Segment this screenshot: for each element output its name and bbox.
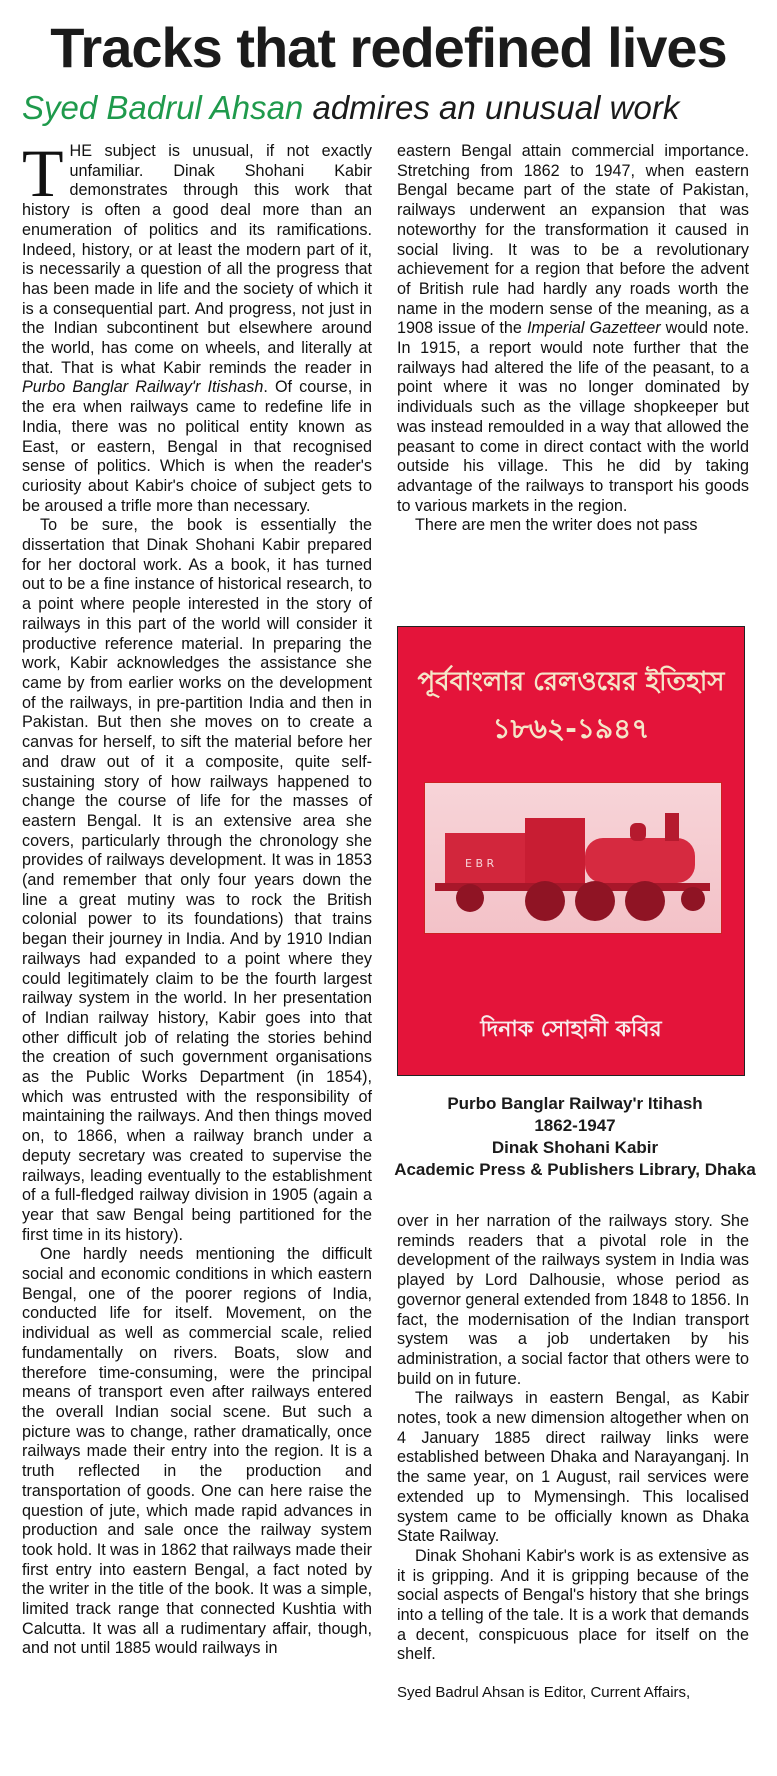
locomotive-illustration bbox=[425, 783, 721, 933]
cover-author: দিনাক সোহানী কবির bbox=[480, 1017, 662, 1042]
paragraph-3-cont-b: would note. In 1915, a report would note further that the railways had altered the life of the peasant, to a point where it was no longer dominated by individuals such as the village shopkeeper but was instead remoulded in a way that allowed the peasant to come in direct contact with the world outside his village. This he did by taking advantage of the railways to transport his goods to various markets in the region. bbox=[397, 319, 749, 515]
drop-cap: T bbox=[22, 135, 64, 211]
article-subhead bbox=[22, 88, 679, 128]
caption-title: Purbo Banglar Railway'r Itihash bbox=[447, 1094, 703, 1113]
cover-title: পূর্ববাংলার রেলওয়ের ইতিহাস bbox=[417, 667, 725, 697]
paragraph-3: One hardly needs mentioning the difficult social and economic conditions in which eastern Bengal, one of the poorer regions of India, conducted life for itself. Movement, on the individual as well as commercial scale, relied fundamentally on rivers. Boats, slow and therefore time-consuming, were the principal means of transport even after railways entered the overall Indian social scene. But such a picture was to change, rather dramatically, once railways made their entry into the region. It is a truth reflected in the production and transportation of goods. One can here raise the question of jute, which made rapid advances in production and sale once the railway system took hold. It was in 1862 that railways made their first entry into eastern Bengal, a fact noted by the writer in the title of the book. It was a simple, limited track range that connected Kushtia with Calcutta. It was all a rudimentary affair, though, and not until 1885 would railways in bbox=[22, 1245, 373, 1658]
cover-years: ১৮৬২-১৯৪৭ bbox=[492, 712, 650, 745]
book-title-italic: Purbo Banglar Railway'r Itishash bbox=[22, 378, 264, 397]
left-column bbox=[22, 135, 373, 1659]
article-headline: Tracks that redefined lives bbox=[50, 16, 727, 79]
paragraph-4-start: There are men the writer does not pass bbox=[415, 516, 698, 535]
caption-years: 1862-1947 bbox=[534, 1116, 616, 1135]
locomotive-mark: E B R bbox=[465, 857, 495, 870]
subhead-author: Syed Badrul Ahsan bbox=[22, 89, 304, 126]
paragraph-1-text-b: . Of course, in the era when railways came to redefine life in India, there was no political entity known as East, or eastern, Bengal in that recognised sense of politics. Which is when the reader's curiosity about Kabir's choice of subject gets to be aroused a trifle more than necessary. bbox=[22, 378, 372, 515]
caption-author: Dinak Shohani Kabir bbox=[491, 1138, 659, 1157]
paragraph-6: Dinak Shohani Kabir's work is as extensive as it is gripping. And it is gripping because of the social aspects of Bengal's history that she brings into a telling of the tale. It is a work that demands a decent, conspicuous place for itself on the shelf. bbox=[397, 1546, 749, 1664]
caption-publisher: Academic Press & Publishers Library, Dhaka bbox=[394, 1160, 756, 1179]
author-footnote: Syed Badrul Ahsan is Editor, Current Affairs, bbox=[397, 1684, 691, 1702]
paragraph-4-continued: over in her narration of the railways story. She reminds readers that a pivotal role in the development of the railways system in India was played by Lord Dalhousie, whose period as governor general extended from 1848 to 1856. In fact, the modernisation of the Indian transport system was a job undertaken by his administration, a social factor that others were to build on in future. bbox=[397, 1212, 749, 1388]
subhead-rest: admires an unusual work bbox=[303, 89, 680, 126]
paragraph-1-text-a: HE subject is unusual, if not exactly unfamiliar. Dinak Shohani Kabir demonstrates through this work that history is often a good deal more than an enumeration of politics and its ramifications. Indeed, history, or at least the modern part of it, is necessarily a question of all the progress that has been made in life and the society of which it is a consequential part. And progress, not just in the Indian subcontinent but elsewhere around the world, has come on wheels, and literally at that. That is what Kabir reminds the reader in bbox=[22, 142, 372, 377]
right-column-top bbox=[397, 142, 749, 536]
paragraph-1 bbox=[22, 135, 372, 516]
paragraph-3-cont-a: eastern Bengal attain commercial importance. Stretching from 1862 to 1947, when eastern Bengal became part of the state of Pakistan, railways underwent an expansion that was noteworthy for the transformation it caused in social living. It was to be a revolutionary achievement for a region that before the advent of British rule had hardly any roads worth the name in the modern sense of the meaning, as a 1908 issue of the bbox=[397, 142, 749, 338]
paragraph-3-continued bbox=[397, 142, 749, 516]
book-caption bbox=[380, 1093, 770, 1181]
paragraph-5: The railways in eastern Bengal, as Kabir notes, took a new dimension altogether when on 4 January 1885 direct railway links were established between Dhaka and Narayanganj. In the same year, on 1 August, rail services were extended up to Mymensingh. This localised system came to be officially known as Dhaka State Railway. bbox=[397, 1389, 749, 1546]
paragraph-2: To be sure, the book is essentially the dissertation that Dinak Shohani Kabir prepared for her doctoral work. As a book, it has turned out to be a fine instance of historical research, to a point where people interested in the story of railways in this part of the world will consider it productive reference material. In preparing the work, Kabir acknowledges the assistance she came by from earlier works on the development of the railways, in pre-partition India and then in Pakistan. But then she moves on to create a canvas for herself, to sift the material before her and draw out of it a composite, quite self-sustaining story of how railways happened to change the course of life for the masses of eastern Bengal. It is an extensive area she covers, particularly through the chronology she provides of railways development. It was in 1853 (and remember that only four years down the line a great mutiny was to rock the British colonial power to its foundations) that trains began their journey in India. And by 1910 Indian railways had expanded to a point where they could legitimately claim to be the fourth largest railway system in the world. In her presentation of Indian railway history, Kabir goes into that other difficult job of relating the stories behind the creation of such government organisations as the Public Works Department (in 1854), which was entrusted with the responsibility of maintaining the railways. And then things moved on, to 1866, when a railway branch under a deputy secretary was created to supervise the railways, leading eventually to the establishment of a full-fledged railway division in 1905 (again a year that saw Bengal being partitioned for the first time in its history). bbox=[22, 516, 372, 1244]
book-cover-image bbox=[397, 626, 745, 1076]
locomotive-photo bbox=[424, 782, 722, 934]
right-column-bottom bbox=[397, 1212, 749, 1703]
gazetteer-italic: Imperial Gazetteer bbox=[526, 319, 661, 338]
